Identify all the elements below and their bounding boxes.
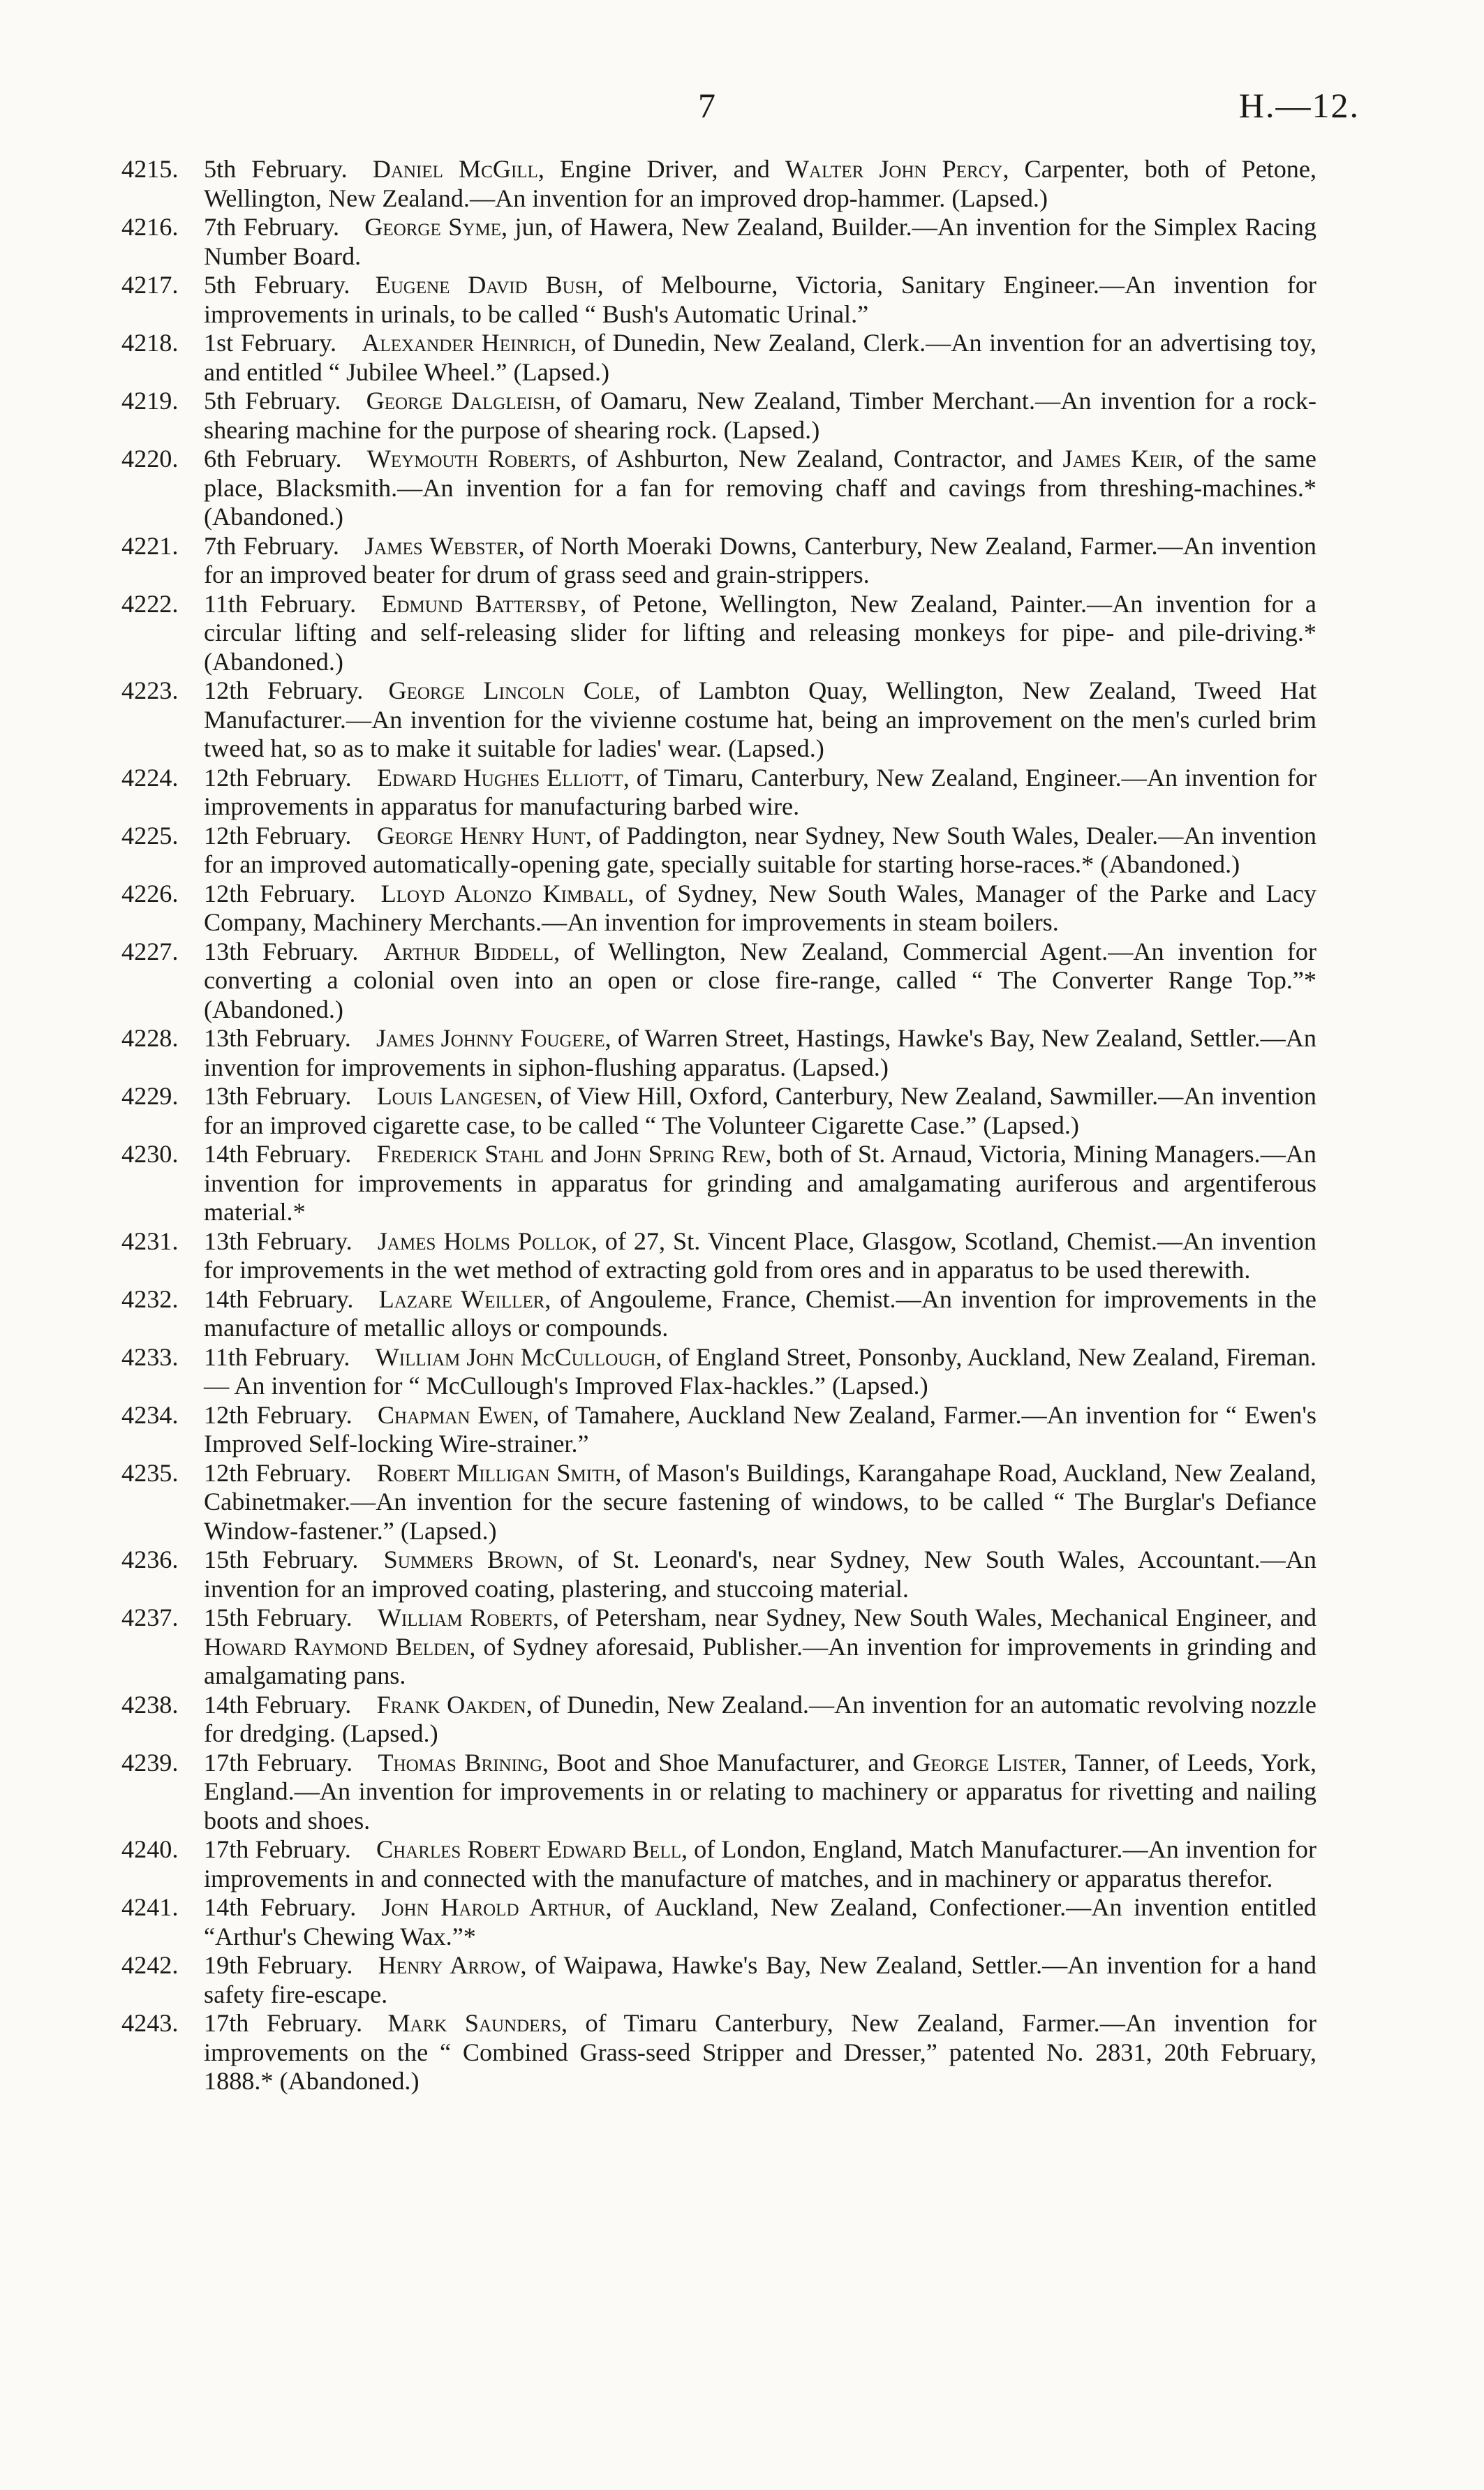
applicant-name: George Lincoln Cole [388,676,635,704]
patent-entry [121,1227,1316,1285]
patent-entry [121,822,1316,880]
entry-number: 4233. [121,1342,179,1371]
entry-date: 5th February. [204,155,348,183]
entry-number: 4218. [121,329,179,357]
entry-date: 13th February. [204,1082,352,1110]
entry-date: 14th February. [204,1690,352,1719]
entry-spacer [355,880,380,907]
entry-number: 4219. [121,387,179,415]
entry-spacer [341,387,366,415]
entry-number: 4242. [121,1951,179,1979]
entry-connector: and [544,1140,594,1168]
entry-spacer [363,676,388,704]
entry-description: , Tanner, of Leeds, York, England.—An invention for improvements in or relating to machinery or apparatus for rivetting and nailing boots and shoes. [204,1748,1317,1835]
entry-description: , of Warren Street, Hastings, Hawke's Bay, New Zealand, Settler.—An invention for improvements in siphon-flushing apparatus. (Lapsed.) [204,1024,1316,1081]
entry-spacer [352,764,377,792]
entry-date: 13th February. [204,937,359,965]
applicant-name: Lloyd Alonzo Kimball [380,879,628,907]
entry-description: , of Petone, Wellington, New Zealand, Painter.—An invention for a circular lifting and self-releasing slider for lifting and releasing monkeys for pipe- and pile-driving.* (Abandoned.) [204,589,1316,676]
entry-description: , of Timaru Canterbury, New Zealand, Farmer.—An invention for improvements on the “ Combined Grass-seed Stripper and Dresser,” patented No. 2831, 20th February, 1888.* (Abandoned.) [204,2009,1316,2095]
entry-description: , of Sydney aforesaid, Publisher.—An invention for improvements in grinding and amalgamating pans. [204,1632,1316,1689]
applicant-name: George Syme [364,213,501,241]
patent-entry [121,938,1316,1025]
entry-number: 4225. [121,821,179,850]
patent-entry [121,329,1316,387]
patent-entry [121,1024,1316,1082]
applicant-name: George Dalgleish [366,387,556,415]
entry-date: 1st February. [204,329,337,357]
entry-date: 14th February. [204,1140,352,1168]
applicant-name: Lazare Weiller [378,1284,545,1313]
applicant-name: James Holms Pollok [377,1227,591,1255]
entry-description: , of Mason's Buildings, Karangahape Road, Auckland, New Zealand, Cabinetmaker.—An invention for the secure fastening of windows, to be called “ The Burglar's Defiance Window-fastener.” (Lapsed.) [204,1458,1316,1545]
entry-date: 12th February. [204,676,364,704]
entry-spacer [351,1140,376,1168]
applicant-name: Alexander Heinrich [362,329,571,357]
entry-date: 6th February. [204,445,342,473]
co-applicant-name: John Spring Rew [593,1140,766,1168]
entry-date: 7th February. [204,213,340,241]
entry-spacer [353,1401,378,1429]
entry-description: , of Timaru, Canterbury, New Zealand, Engineer.—An invention for improvements in apparatus for manufacturing barbed wire. [204,763,1317,820]
entry-spacer [350,271,375,299]
entry-description: , of View Hill, Oxford, Canterbury, New Zealand, Sawmiller.—An invention for an improved cigarette case, to be called “ The Volunteer Cigarette Case.” (Lapsed.) [204,1082,1316,1139]
applicant-name: Robert Milligan Smith [376,1458,616,1487]
entry-date: 12th February. [204,1458,352,1487]
applicant-name: Charles Robert Edward Bell [376,1835,681,1863]
patent-entry [121,2009,1316,2096]
entry-date: 7th February. [204,531,339,560]
entry-description: , of Auckland, New Zealand, Confectioner.—An invention entitled “Arthur's Chewing Wax.”* [204,1893,1316,1950]
entry-description: , of Wellington, New Zealand, Commercial Agent.—An invention for converting a colonial oven into an open or close fire-range, called “ The Converter Range Top.”* (Abandoned.) [204,937,1317,1023]
applicant-name: Edmund Battersby [381,589,581,618]
patent-entry [121,213,1316,271]
entry-spacer [356,590,381,618]
entry-number: 4227. [121,937,179,965]
patent-entry [121,1459,1316,1546]
entry-date: 13th February. [204,1024,351,1052]
entry-description: , of Tamahere, Auckland New Zealand, Farmer.—An invention for “ Ewen's Improved Self-locking Wire-strainer.” [204,1400,1316,1458]
patent-entry [121,676,1316,764]
entry-number: 4221. [121,531,179,560]
entry-date: 17th February. [204,1835,351,1863]
entry-description: , of Waipawa, Hawke's Bay, New Zealand, Settler.—An invention for a hand safety fire-escape. [204,1951,1316,2008]
entry-number: 4216. [121,213,179,241]
entry-description: , of Dunedin, New Zealand, Clerk.—An invention for an advertising toy, and entitled “ Jubilee Wheel.” (Lapsed.) [204,329,1317,386]
entry-spacer [353,1285,378,1313]
patent-entry [121,1082,1316,1140]
applicant-name: Eugene David Bush [375,271,598,299]
patent-entry [121,271,1316,329]
entry-spacer [351,1835,376,1863]
entry-number: 4237. [121,1603,179,1631]
patent-entry [121,1546,1316,1603]
applicant-name: George Henry Hunt [376,821,586,850]
entry-spacer [342,445,367,473]
entry-date: 15th February. [204,1603,353,1631]
entry-number: 4240. [121,1835,179,1863]
entry-number: 4226. [121,879,179,907]
entry-number: 4217. [121,271,179,299]
entry-spacer [353,1227,378,1255]
entry-date: 13th February. [204,1227,353,1255]
entry-description: , of Sydney, New South Wales, Manager of the Parke and Lacy Company, Machinery Merchants.—An invention for improvements in steam boilers. [204,879,1316,936]
entry-spacer [353,1603,378,1631]
patent-entry [121,1749,1316,1836]
applicant-name: William Roberts [377,1603,553,1631]
entry-date: 12th February. [204,1400,353,1429]
entry-number: 4229. [121,1082,179,1110]
patent-entry [121,1835,1316,1893]
entry-spacer [351,1691,376,1719]
entry-number: 4215. [121,155,179,183]
patent-entry [121,1285,1316,1343]
entry-date: 12th February. [204,821,352,850]
entry-number: 4220. [121,445,179,473]
entry-number: 4232. [121,1284,179,1313]
entry-spacer [358,938,383,965]
entry-date: 17th February. [204,2009,363,2037]
entry-date: 15th February. [204,1546,359,1573]
entry-spacer [356,1893,381,1921]
entry-description: , both of St. Arnaud, Victoria, Mining Managers.—An invention for improvements in apparatus for grinding and amalgamating auriferous and argentiferous material.* [204,1140,1317,1226]
entry-spacer [358,1546,383,1573]
entry-date: 14th February. [204,1284,354,1313]
entry-spacer [351,1082,376,1110]
patent-entry [121,387,1316,445]
entry-description: , of London, England, Match Manufacturer.—An invention for improvements in and connected with the manufacture of matches, and in machinery or apparatus therefor. [204,1835,1316,1892]
entry-number: 4241. [121,1893,179,1921]
patent-entry [121,590,1316,677]
entry-date: 17th February. [204,1748,353,1777]
applicant-name: James Johnny Fougere [376,1024,605,1052]
entry-connector: , of Petersham, near Sydney, New South Wales, Mechanical Engineer, and [552,1603,1317,1631]
patent-entry [121,880,1316,938]
patent-entry [121,1951,1316,2009]
patent-entry [121,155,1316,213]
entry-description: , of Paddington, near Sydney, New South Wales, Dealer.—An invention for an improved automatically-opening gate, specially suitable for starting horse-races.* (Abandoned.) [204,821,1317,878]
entry-number: 4238. [121,1690,179,1719]
entry-spacer [353,1749,378,1777]
entry-number: 4235. [121,1458,179,1487]
entry-description: , of the same place, Blacksmith.—An invention for a fan for removing chaff and cavings from threshing-machines.* (Abandoned.) [204,445,1316,531]
entry-spacer [339,532,364,560]
entry-date: 11th February. [204,589,357,618]
applicant-name: James Webster [364,531,519,560]
entry-connector: , of Ashburton, New Zealand, Contractor, and [570,445,1063,473]
entry-number: 4223. [121,676,179,704]
entry-connector: , Engine Driver, and [537,155,785,183]
entry-number: 4224. [121,763,179,792]
entry-description: , of St. Leonard's, near Sydney, New South Wales, Accountant.—An invention for an improved coating, plastering, and stuccoing material. [204,1546,1316,1603]
patent-entry [121,1140,1316,1227]
entry-spacer [351,1024,376,1052]
entry-number: 4234. [121,1400,179,1429]
entry-number: 4222. [121,589,179,618]
entry-description: , of England Street, Ponsonby, Auckland, New Zealand, Fireman. — An invention for “ McCullough's Improved Flax-hackles.” (Lapsed.) [204,1342,1316,1400]
entry-spacer [351,1459,376,1487]
entry-date: 19th February. [204,1951,353,1979]
patent-entry [121,1343,1316,1401]
co-applicant-name: James Keir [1062,445,1178,473]
patent-entry [121,1893,1316,1951]
entry-number: 4228. [121,1024,179,1052]
entry-date: 5th February. [204,271,350,299]
entry-number: 4230. [121,1140,179,1168]
entry-description: , of Dunedin, New Zealand.—An invention for an automatic revolving nozzle for dredging. (Lapsed.) [204,1690,1316,1747]
applicant-name: Louis Langesen [376,1082,537,1110]
patent-entry [121,445,1316,532]
document-reference: H.—12. [1238,86,1360,125]
entry-description: , of Melbourne, Victoria, Sanitary Engineer.—An invention for improvements in urinals, to be called “ Bush's Automatic Urinal.” [204,271,1316,328]
co-applicant-name: Howard Raymond Belden [204,1632,470,1661]
entry-number: 4236. [121,1546,179,1573]
entry-date: 14th February. [204,1893,357,1921]
entry-connector: , Boot and Shoe Manufacturer, and [542,1748,913,1777]
applicant-name: Edward Hughes Elliott [376,763,623,792]
entry-spacer [353,1951,378,1979]
applicant-name: Arthur Biddell [383,937,554,965]
patent-entry [121,1401,1316,1459]
applicant-name: Weymouth Roberts [366,445,571,473]
applicant-name: Henry Arrow [378,1951,521,1979]
entry-number: 4243. [121,2009,179,2037]
applicant-name: Chapman Ewen [377,1400,533,1429]
entry-description: , of North Moeraki Downs, Canterbury, New Zealand, Farmer.—An invention for an improved beater for drum of grass seed and grain-strippers. [204,531,1317,588]
entry-description: , jun, of Hawera, New Zealand, Builder.—An invention for the Simplex Racing Number Board. [204,213,1316,270]
page-number: 7 [698,86,715,125]
applicant-name: John Harold Arthur [381,1893,606,1921]
entry-spacer [351,822,376,850]
patent-entry [121,764,1316,822]
entry-spacer [339,213,364,241]
applicant-name: William John McCullough [375,1342,656,1371]
applicant-name: Frederick Stahl [376,1140,544,1168]
patent-entries-list [121,155,1316,2096]
entry-spacer [362,2009,387,2037]
entry-date: 12th February. [204,879,356,907]
entry-spacer [348,155,373,183]
applicant-name: Daniel McGill [372,155,538,183]
patent-entry [121,1603,1316,1691]
applicant-name: Thomas Brining [378,1748,543,1777]
entry-spacer [350,1343,375,1371]
entry-date: 5th February. [204,387,341,415]
applicant-name: Mark Saunders [387,2009,562,2037]
entry-description: , of Angouleme, France, Chemist.—An invention for improvements in the manufacture of metallic alloys or compounds. [204,1284,1316,1342]
entry-description: , of Oamaru, New Zealand, Timber Merchant.—An invention for a rock-shearing machine for the purpose of shearing rock. (Lapsed.) [204,387,1316,444]
entry-number: 4239. [121,1748,179,1777]
entry-description: , of Lambton Quay, Wellington, New Zealand, Tweed Hat Manufacturer.—An invention for the vivienne costume hat, being an improvement on the men's curled brim tweed hat, so as to make it suitable for ladies' wear. (Lapsed.) [204,676,1316,762]
patent-entry [121,532,1316,590]
co-applicant-name: George Lister [912,1748,1061,1777]
entry-description: , Carpenter, both of Petone, Wellington, New Zealand.—An invention for an improved drop-hammer. (Lapsed.) [204,155,1316,212]
entry-description: , of 27, St. Vincent Place, Glasgow, Scotland, Chemist.—An invention for improvements in the wet method of extracting gold from ores and in apparatus to be used therewith. [204,1227,1316,1284]
entry-spacer [336,329,362,357]
applicant-name: Frank Oakden [376,1690,526,1719]
co-applicant-name: Walter John Percy [785,155,1003,183]
entry-date: 11th February. [204,1342,350,1371]
entry-date: 12th February. [204,763,352,792]
entry-number: 4231. [121,1227,179,1255]
applicant-name: Summers Brown [383,1546,558,1573]
patent-entry [121,1691,1316,1749]
